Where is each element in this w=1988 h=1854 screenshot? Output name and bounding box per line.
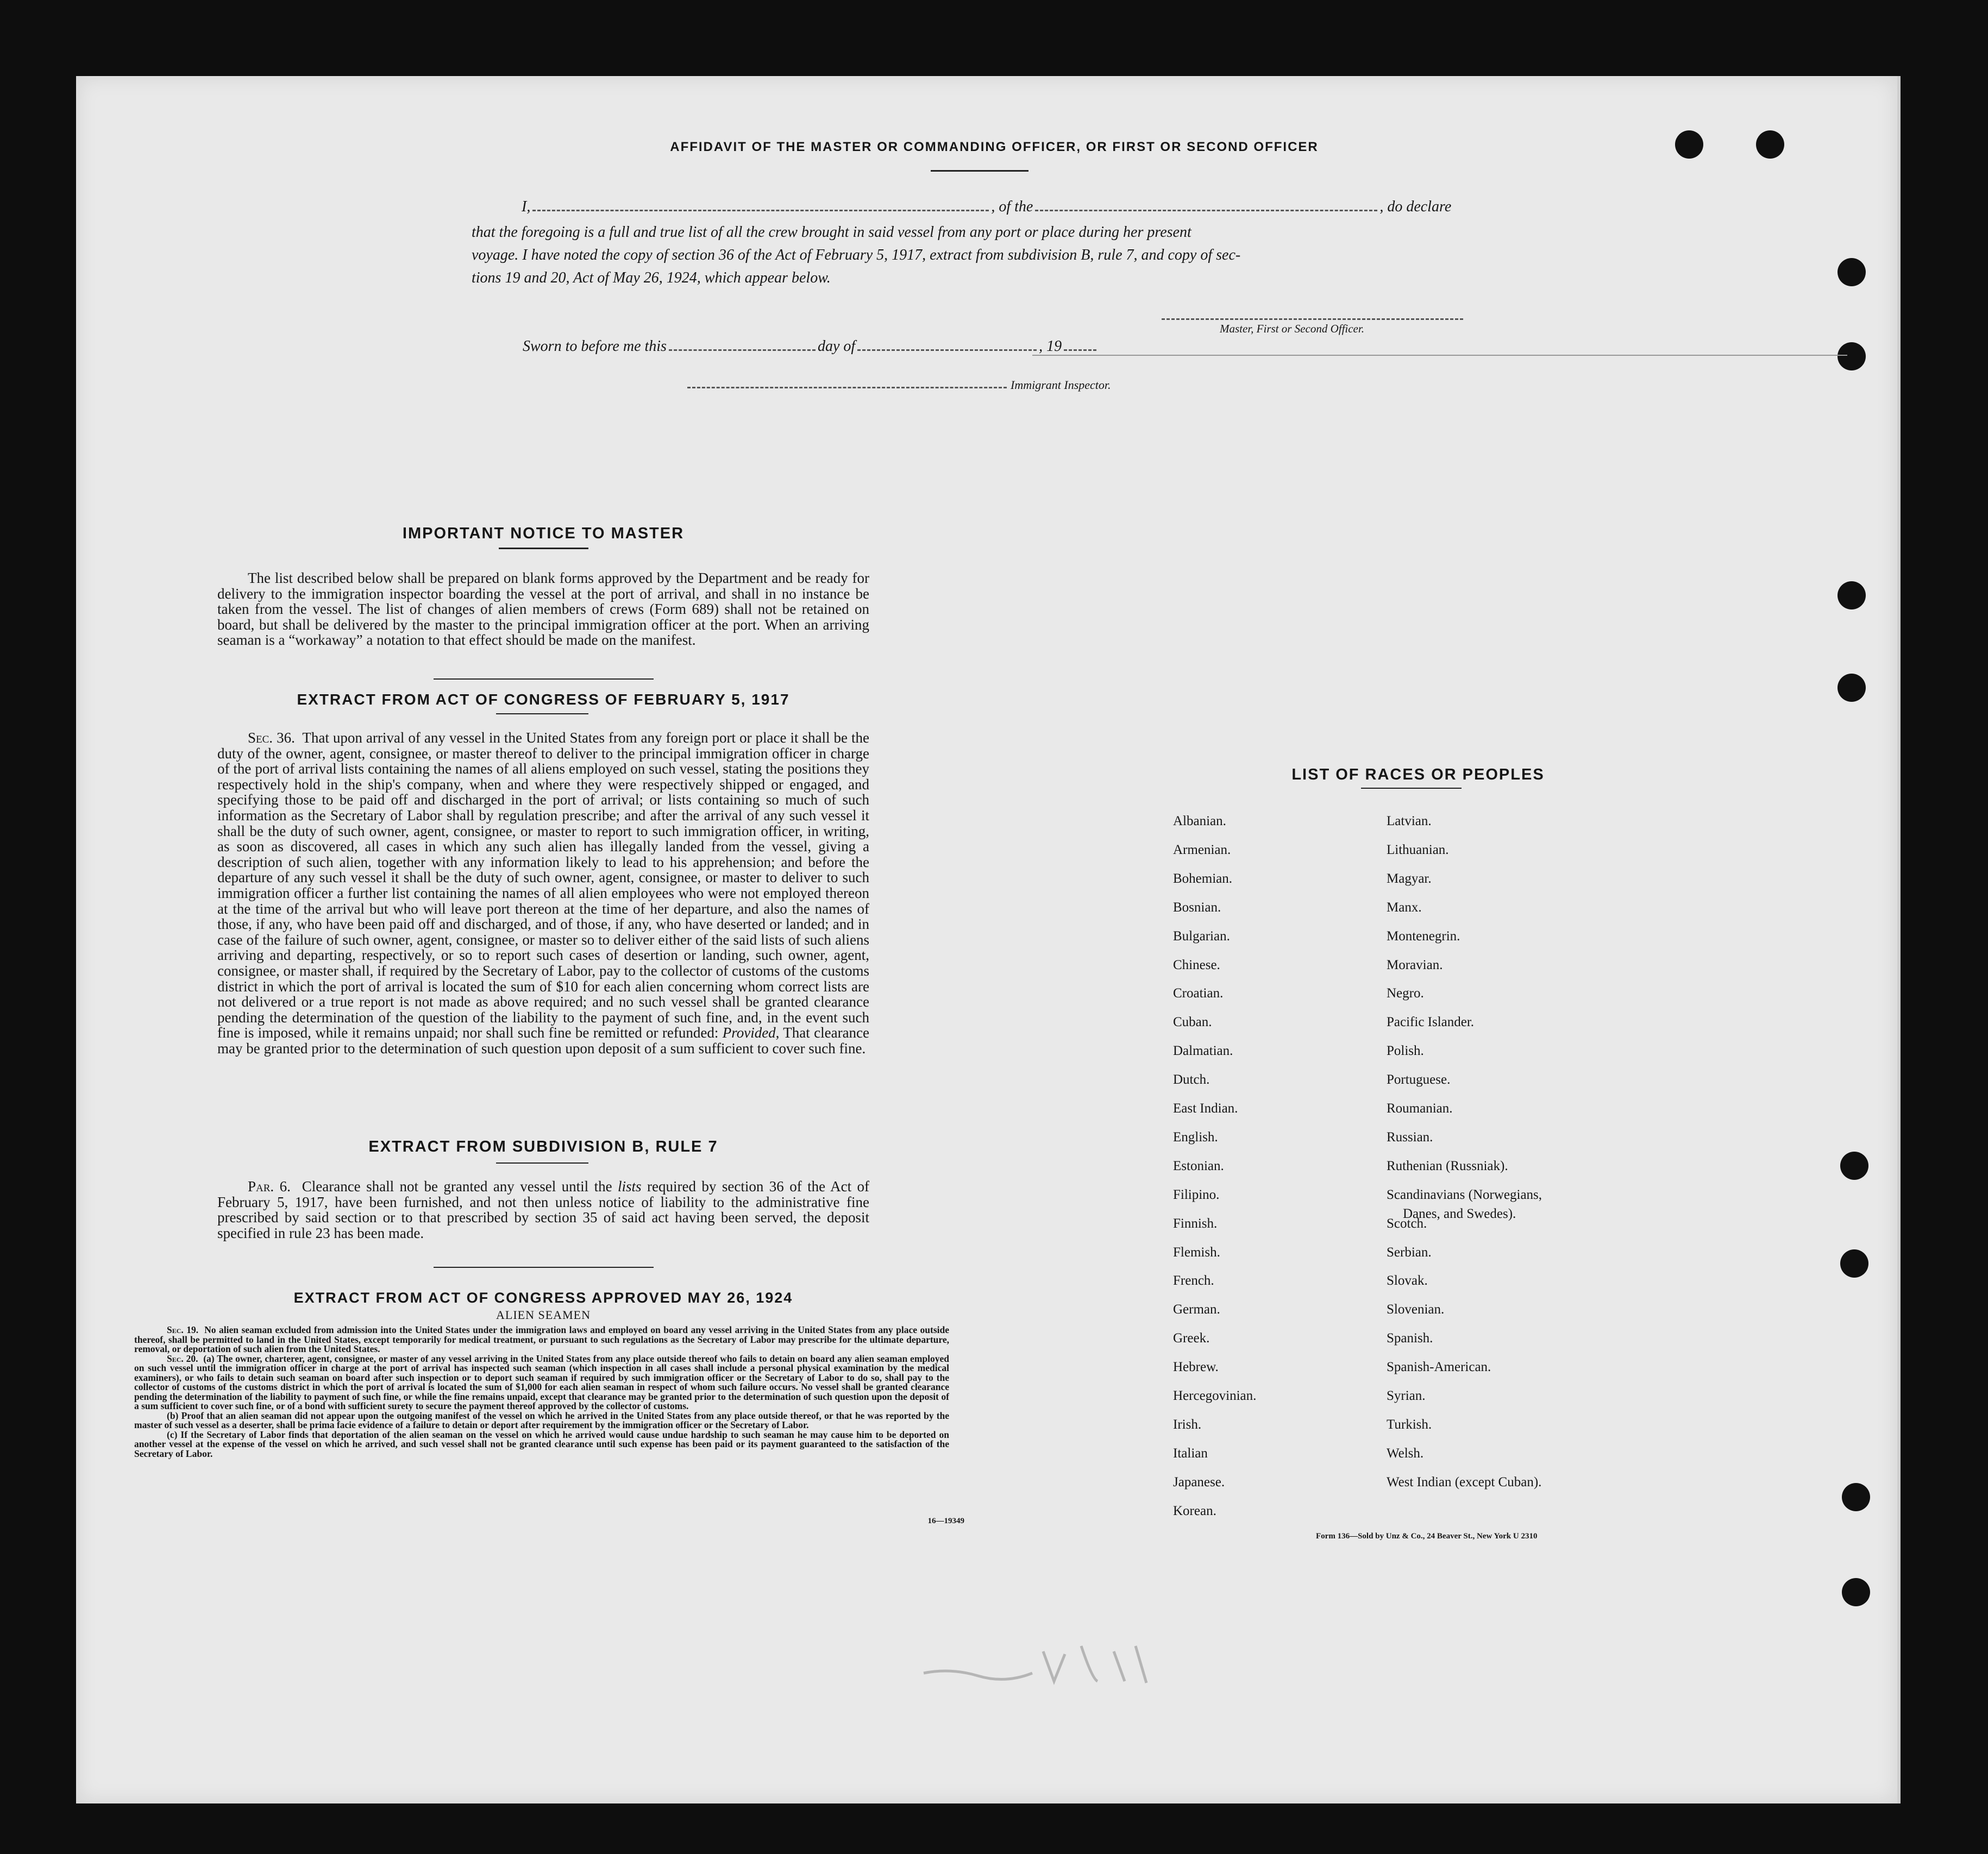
race-item: Russian. xyxy=(1387,1129,1433,1145)
notice-text xyxy=(217,570,869,648)
race-item: Dutch. xyxy=(1173,1072,1210,1088)
race-item: Lithuanian. xyxy=(1387,842,1449,857)
race-item: West Indian (except Cuban). xyxy=(1387,1474,1542,1490)
master-signature-label: Master, First or Second Officer. xyxy=(1220,322,1364,335)
notice-body: The list described below shall be prepared on blank forms approved by the Department and be ready for delivery to the immigration inspector boarding the vessel at the port of arrival, and shall in no instance be taken from the vessel. The list of changes of alien members of crews (Form 689) shall not be retained on board, but shall be delivered by the master to the principal immigration officer at the port. When an arriving seaman is a “workaway” a notation to that effect should be made on the manifest. xyxy=(217,570,869,649)
par-6-body-a: Clearance shall not be granted any vessel until the xyxy=(302,1178,612,1195)
year-blank[interactable] xyxy=(1064,349,1096,351)
handwriting-mark xyxy=(918,1630,1179,1695)
race-item: Estonian. xyxy=(1173,1158,1224,1173)
affidavit-line-2: that the foregoing is a full and true list of all the crew brought in said vessel from any port or place during her present xyxy=(472,224,1191,241)
affidavit-declare: , do declare xyxy=(1379,198,1452,215)
punch-hole xyxy=(1842,1578,1870,1606)
sworn-label: Sworn to before me this xyxy=(523,338,667,355)
vessel-blank[interactable] xyxy=(1035,210,1377,211)
day-of-label: day of xyxy=(817,338,856,355)
race-item: Moravian. xyxy=(1387,957,1443,972)
punch-hole xyxy=(1840,1249,1868,1278)
race-item: Portuguese. xyxy=(1387,1072,1451,1088)
subdivision-b-text xyxy=(217,1179,869,1241)
race-item: German. xyxy=(1173,1302,1220,1317)
day-blank[interactable] xyxy=(669,349,816,351)
race-item: Magyar. xyxy=(1387,871,1432,886)
race-item: Turkish. xyxy=(1387,1417,1432,1432)
extract-1917-text xyxy=(217,730,869,1056)
race-item: Spanish-American. xyxy=(1387,1360,1491,1375)
race-item: Albanian. xyxy=(1173,814,1226,828)
race-item: Flemish. xyxy=(1173,1245,1220,1260)
race-item: Finnish. xyxy=(1173,1216,1218,1231)
race-item: Slovak. xyxy=(1387,1273,1428,1289)
race-item: English. xyxy=(1173,1129,1218,1145)
sec-19-body: No alien seaman excluded from admission into the United States under the immigration laws and employed on board any vessel arriving in the United States from any place outside thereof, shall be permitted to land in the United States, except temporarily for medical treatment, or pursuant to such regulations as the Secretary of Labor may prescribe for the ultimate departure, removal, or deportation of such alien from the United States. xyxy=(134,1324,949,1354)
affidavit-line-4: tions 19 and 20, Act of May 26, 1924, which appear below. xyxy=(472,269,831,286)
extract-1924-title: EXTRACT FROM ACT OF CONGRESS APPROVED MAY 26, 1924 xyxy=(293,1290,793,1306)
print-code: 16—19349 xyxy=(927,1517,964,1525)
race-item: Scandinavians (Norwegians, xyxy=(1387,1187,1542,1202)
document-sheet xyxy=(76,76,1901,1803)
extract-1924-text xyxy=(134,1325,949,1459)
races-title: LIST OF RACES OR PEOPLES xyxy=(1291,766,1545,783)
affidavit-i: I, xyxy=(522,198,531,215)
race-item: Italian xyxy=(1173,1446,1208,1461)
notice-end-rule xyxy=(434,678,654,680)
punch-hole xyxy=(1675,130,1703,159)
race-item: Syrian. xyxy=(1387,1388,1426,1403)
form-footer: Form 136—Sold by Unz & Co., 24 Beaver St., New York U 2310 xyxy=(1316,1532,1538,1541)
affidavit-title: AFFIDAVIT OF THE MASTER OR COMMANDING OFFICER, OR FIRST OR SECOND OFFICER xyxy=(670,140,1319,154)
punch-hole xyxy=(1838,674,1866,702)
race-item: Montenegrin. xyxy=(1387,928,1460,944)
title-rule xyxy=(931,170,1029,172)
race-item: Welsh. xyxy=(1387,1446,1424,1461)
sec-20a-paragraph xyxy=(134,1354,949,1411)
extract-1917-rule xyxy=(496,713,588,714)
master-signature-line[interactable] xyxy=(1162,318,1463,320)
race-item: French. xyxy=(1173,1273,1214,1289)
subdivision-b-rule xyxy=(496,1162,588,1164)
sec-19-paragraph xyxy=(134,1325,949,1354)
alien-seamen-subtitle: ALIEN SEAMEN xyxy=(496,1308,591,1322)
sec-36-label: Sec. 36. xyxy=(248,730,295,746)
race-item: Bohemian. xyxy=(1173,871,1233,886)
punch-hole xyxy=(1838,581,1866,609)
provided-word: Provided, xyxy=(722,1025,780,1041)
race-item: Hebrew. xyxy=(1173,1360,1219,1375)
sec-20c-paragraph: (c) If the Secretary of Labor finds that deportation of the alien seaman on the vessel on which he arrived would cause undue hardship to such seaman he may cause him to be deported on another vessel at the expense of the vessel on which he arrived, and such vessel shall not be granted clearance until such expense has been paid or its payment guaranteed to the satisfaction of the Secretary of Labor. xyxy=(134,1429,949,1459)
sec-36-body: That upon arrival of any vessel in the United States from any foreign port or place it shall be the duty of the owner, agent, consignee, or master thereof to deliver to the principal immigration officer in charge of the port of arrival lists containing the names of all aliens employed on such vessel, stating the positions they respectively hold in the ship's company, when and where they were respectively shipped or engaged, and specifying those to be paid off and discharged in the port of arrival; or lists containing so much of such information as the Secretary of Labor shall by regulation prescribe; and after the arrival of any such vessel it shall be the duty of such owner, agent, consignee, or master to report to such immigration officer, in writing, as soon as discovered, all cases in which any such alien has illegally landed from the vessel, giving a description of such alien, together with any information likely to lead to his apprehension; and before the departure of any such vessel it shall be the duty of such owner, agent, consignee, or master to deliver to such immigration officer a further list containing the names of all alien employees who were not employed thereon at the time of the arrival but who will leave port thereon at the time of her departure, and also the names of those, if any, who have been paid off and discharged, and of those, if any, who have deserted or landed; and in case of the failure of such owner, agent, consignee, or master so to deliver either of the said lists of such aliens arriving and departing, respectively, or so to report such cases of desertion or landing, such owner, agent, consignee, or master shall, if required by the Secretary of Labor, pay to the collector of customs of the customs district in which the port of arrival is located the sum of $10 for each alien concerning whom correct lists are not delivered or a true report is not made as above required; and no such vessel shall be granted clearance pending the determination of the question of the liability to the payment of such fine, and, in the event such fine is imposed, while it remains unpaid; nor shall such fine be remitted or refunded: xyxy=(217,730,870,1041)
inspector-signature-line[interactable] xyxy=(687,387,1007,388)
race-item: Korean. xyxy=(1173,1503,1216,1518)
inspector-label: Immigrant Inspector. xyxy=(1011,378,1111,392)
races-rule xyxy=(1361,788,1462,789)
race-item: Hercegovinian. xyxy=(1173,1388,1257,1403)
sec-19-label: Sec. 19. xyxy=(167,1324,199,1335)
race-item: Negro. xyxy=(1387,986,1424,1001)
affidavit-line-1 xyxy=(522,198,1570,216)
race-item: Ruthenian (Russniak). xyxy=(1387,1158,1508,1173)
race-item: Roumanian. xyxy=(1387,1101,1453,1116)
race-item: Bulgarian. xyxy=(1173,928,1230,944)
race-item: Serbian. xyxy=(1387,1245,1432,1260)
race-item: Bosnian. xyxy=(1173,900,1221,915)
notice-rule xyxy=(499,548,588,549)
sec-20a-body: (a) The owner, charterer, agent, consignee, or master of any vessel arriving in the United States from any place outside thereof who fails to detain on board any alien seaman employed on such vessel until the immigration officer in charge at the port of arrival has inspected such seaman (which inspection in all cases shall include a personal physical examination by the medical examiners), or who fails to detain such seaman on board after such inspection or to deport such seaman if required by such immigration officer or the Secretary of Labor to do so, shall pay to the collector of customs of the customs district in which the port of arrival is located the sum of $1,000 for each alien seaman in respect of whom such failure occurs. No vessel shall be granted clearance pending the determination of the liability to payment of such fine, or while the fine remains unpaid, except that clearance may be granted prior to the determination of such question upon the deposit of a sum sufficient to cover such fine, or of a bond with sufficient surety to secure the payment thereof approved by the collector of customs. xyxy=(134,1353,950,1411)
race-item: Cuban. xyxy=(1173,1015,1212,1030)
sec-20b-paragraph: (b) Proof that an alien seaman did not appear upon the outgoing manifest of the vessel on which he arrived in the United States from any place outside thereof, or that he was reported by the master of such vessel as a deserter, shall be prima facie evidence of a failure to detain or deport after requirement by the immigration officer or the Secretary of Labor. xyxy=(134,1410,949,1430)
race-item: Latvian. xyxy=(1387,814,1432,828)
punch-hole xyxy=(1838,342,1866,370)
extract-1917-title: EXTRACT FROM ACT OF CONGRESS OF FEBRUARY 5, 1917 xyxy=(297,691,790,708)
par-6-body-b: required by section 36 of the Act of February 5, 1917, have been furnished, and not then unless notice of liability to the administrative fine prescribed by said section or to that prescribed by section 35 of said act having been served, the deposit specified in rule 23 has been made. xyxy=(217,1178,870,1241)
affidavit-line-3: voyage. I have noted the copy of section 36 of the Act of February 5, 1917, extract from subdivision B, rule 7, and copy of sec- xyxy=(472,247,1241,263)
subdivision-b-end-rule xyxy=(434,1267,654,1268)
punch-hole xyxy=(1756,130,1784,159)
lists-word: lists xyxy=(618,1178,642,1195)
race-item: Japanese. xyxy=(1173,1474,1225,1490)
par-6-label: Par. 6. xyxy=(248,1178,291,1195)
sworn-line xyxy=(523,338,1283,355)
subdivision-b-title: EXTRACT FROM SUBDIVISION B, RULE 7 xyxy=(368,1138,718,1155)
month-blank[interactable] xyxy=(857,349,1037,351)
race-item: Slovenian. xyxy=(1387,1302,1445,1317)
race-item: Scotch. xyxy=(1387,1216,1427,1231)
race-item: Chinese. xyxy=(1173,957,1220,972)
race-item: Manx. xyxy=(1387,900,1422,915)
race-item: Pacific Islander. xyxy=(1387,1015,1475,1030)
race-item: Polish. xyxy=(1387,1044,1424,1059)
race-item: East Indian. xyxy=(1173,1101,1238,1116)
race-item: Dalmatian. xyxy=(1173,1044,1233,1059)
race-item: Croatian. xyxy=(1173,986,1224,1001)
punch-hole xyxy=(1840,1152,1868,1180)
notice-title: IMPORTANT NOTICE TO MASTER xyxy=(402,525,685,542)
race-item: Danes, and Swedes). xyxy=(1403,1206,1516,1221)
punch-hole xyxy=(1838,258,1866,286)
race-item: Armenian. xyxy=(1173,842,1231,857)
punch-hole xyxy=(1842,1483,1870,1511)
name-blank[interactable] xyxy=(532,210,989,211)
race-item: Greek. xyxy=(1173,1331,1210,1346)
affidavit-of-the: , of the xyxy=(991,198,1033,215)
race-item: Irish. xyxy=(1173,1417,1202,1432)
sec-36-end: That clearance may be granted prior to the determination of such question upon deposit of a sum sufficient to cover such fine. xyxy=(217,1025,870,1057)
year-label: , 19 xyxy=(1039,338,1062,355)
race-item: Filipino. xyxy=(1173,1187,1220,1202)
sec-20-label: Sec. 20. xyxy=(167,1353,198,1364)
race-item: Spanish. xyxy=(1387,1331,1433,1346)
